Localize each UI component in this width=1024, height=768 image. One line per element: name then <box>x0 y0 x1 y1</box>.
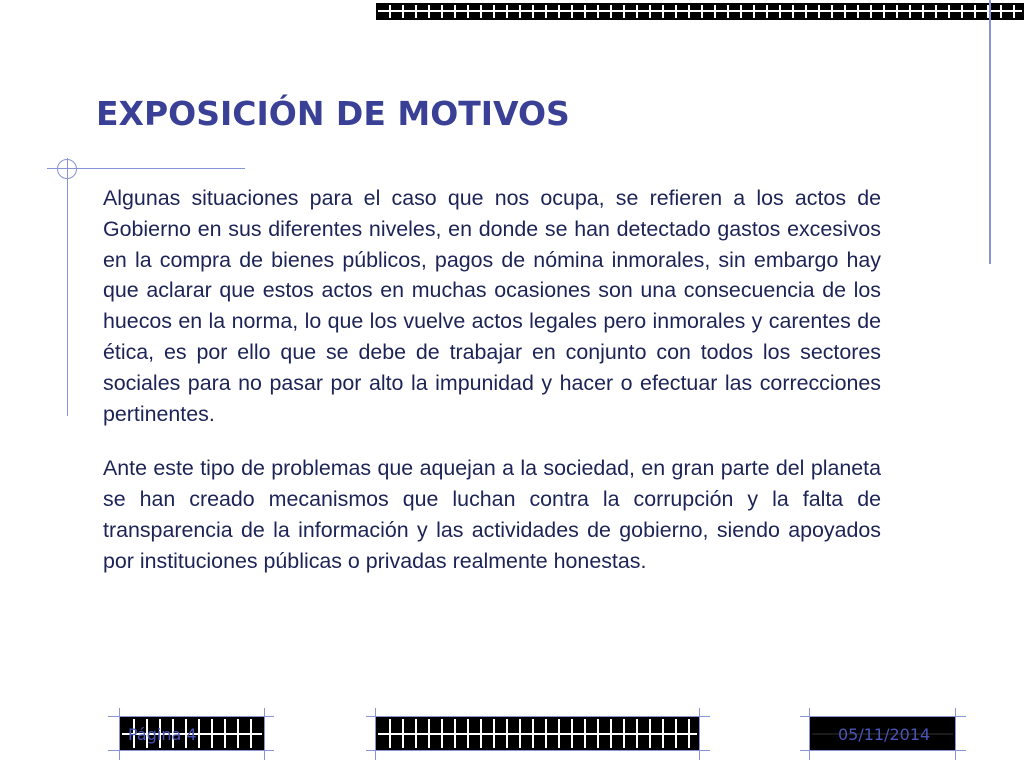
footer-left-vline-b <box>264 708 265 760</box>
page-number-label: Página 4 <box>128 725 197 744</box>
footer-checker-box <box>376 717 699 750</box>
crosshair-circle-icon <box>57 159 77 179</box>
footer-right-hline-bottom <box>800 750 966 751</box>
top-checker-band <box>376 3 1024 20</box>
slide-title: EXPOSICIÓN DE MOTIVOS <box>96 94 570 133</box>
left-accent-vline <box>67 158 68 416</box>
slide-body <box>103 183 881 601</box>
footer-left-hline-bottom <box>108 750 274 751</box>
right-accent-line <box>989 0 991 264</box>
date-label: 05/11/2014 <box>838 725 931 744</box>
body-paragraph: Ante este tipo de problemas que aquejan a la sociedad, en gran parte del planeta se han creado mecanismos que luchan contra la corrupción y la falta de transparencia de la información y las actividades de gobierno, siendo apoyados por instituciones públicas o privadas realmente honestas. <box>103 456 881 573</box>
body-paragraph: Algunas situaciones para el caso que nos ocupa, se refieren a los actos de Gobierno en sus diferentes niveles, en donde se han detectado gastos excesivos en la compra de bienes públicos, pagos de nómina inmorales, sin embargo hay que aclarar que estos actos en muchas ocasiones son una consecuencia de los huecos en la norma, lo que los vuelve actos legales pero inmorales y carentes de ética, es por ello que se debe de trabajar en conjunto con todos los sectores sociales para no pasar por alto la impunidad y hacer o efectuar las correcciones pertinentes. <box>103 186 881 426</box>
footer-right-vline-b <box>955 708 956 760</box>
footer-center-vline-b <box>699 708 700 760</box>
footer-center-hline-bottom <box>366 750 710 751</box>
